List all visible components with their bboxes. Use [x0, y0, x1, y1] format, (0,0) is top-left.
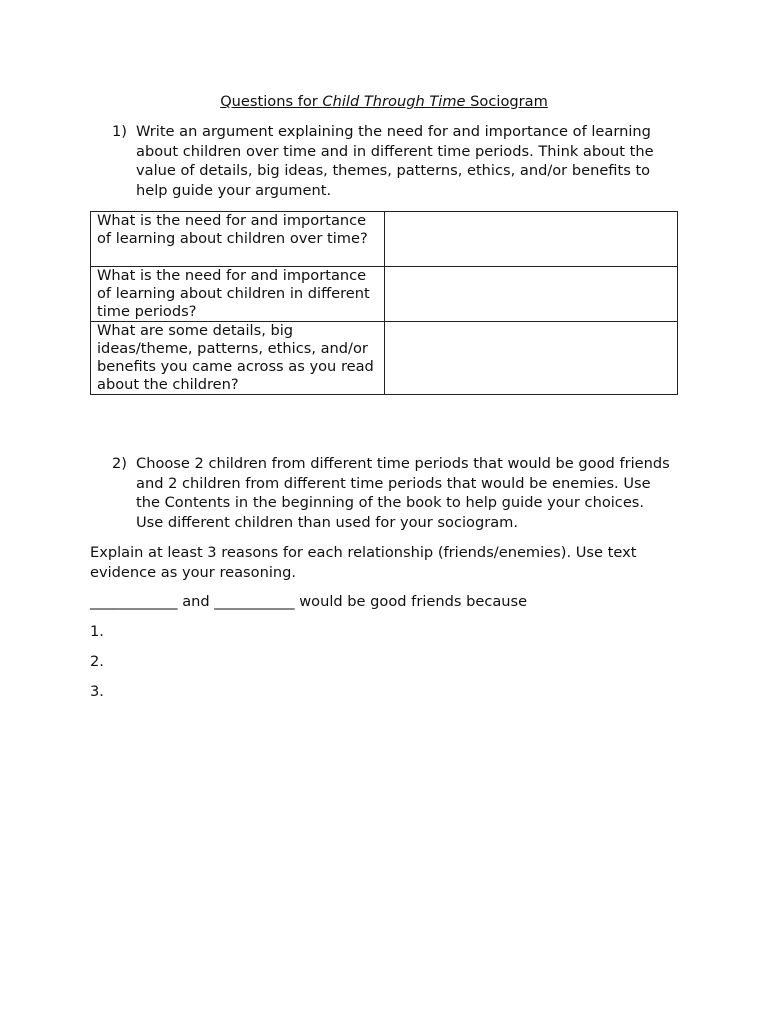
title-suffix: Sociogram	[465, 93, 548, 110]
row-prompt: What are some details, big ideas/theme, patterns, ethics, and/or benefits you came across as you read about the children?	[91, 322, 385, 395]
argument-table	[90, 211, 678, 395]
question-1-number: 1)	[112, 123, 127, 140]
page-title	[90, 92, 678, 111]
table-row	[91, 267, 678, 322]
question-2	[112, 454, 672, 532]
reason-item-3: 3.	[90, 683, 104, 700]
table-row	[91, 322, 678, 395]
friends-fill-in-line[interactable]: ____________ and ___________ would be good friends because	[90, 593, 528, 610]
title-prefix: Questions for	[220, 93, 323, 110]
reason-item-1: 1.	[90, 623, 104, 640]
title-book-name: Child Through Time	[322, 93, 466, 110]
table-row	[91, 212, 678, 267]
question-1	[112, 122, 672, 200]
row-answer-cell[interactable]	[385, 212, 678, 267]
reason-item-2: 2.	[90, 653, 104, 670]
row-answer-cell[interactable]	[385, 267, 678, 322]
explain-instructions: Explain at least 3 reasons for each relationship (friends/enemies). Use text evidence as your reasoning.	[90, 544, 637, 581]
question-1-text: Write an argument explaining the need for and importance of learning about children over time and in different time periods. Think about the value of details, big ideas, themes, patterns, ethics, and/or benefits to help guide your argument.	[136, 123, 654, 199]
row-prompt: What is the need for and importance of learning about children over time?	[91, 212, 385, 267]
question-2-text: Choose 2 children from different time periods that would be good friends and 2 children from different time periods that would be enemies. Use the Contents in the beginning of the book to help guide your choices. Use different children than used for your sociogram.	[136, 455, 670, 531]
row-prompt: What is the need for and importance of learning about children in different time periods?	[91, 267, 385, 322]
row-answer-cell[interactable]	[385, 322, 678, 395]
question-2-number: 2)	[112, 455, 127, 472]
